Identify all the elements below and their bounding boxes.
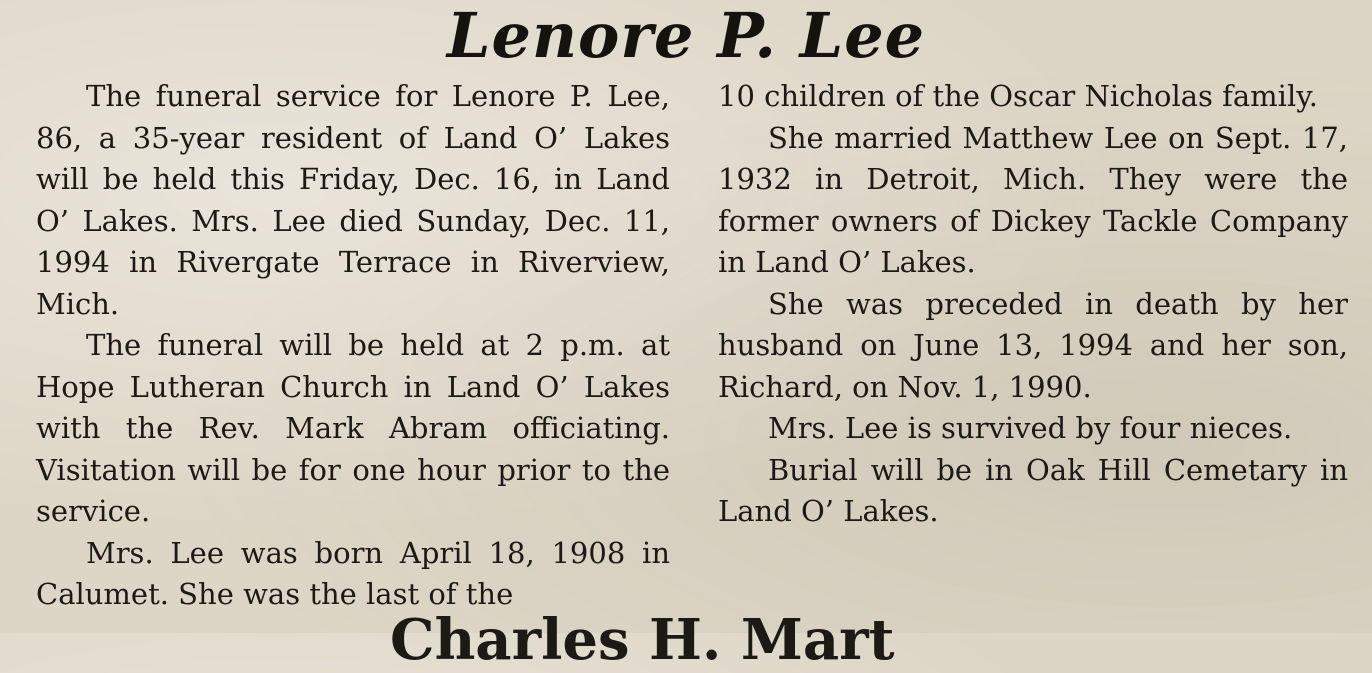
paragraph-funeral-details: The funeral will be held at 2 p.m. at Hope Lutheran Church in Land O’ Lakes with the Rev. Mark Abram officiating. Visitation will be for one hour prior to the service.: [36, 328, 670, 528]
paragraph-preceded-in-death: She was preceded in death by her husband on June 13, 1994 and her son, Richard, on Nov. 1, 1990.: [718, 286, 1348, 404]
obituary-headline: Lenore P. Lee: [446, 0, 926, 72]
paragraph-burial: Burial will be in Oak Hill Cemetary in Land O’ Lakes.: [718, 452, 1348, 528]
right-column: [718, 76, 1348, 533]
paragraph-birth: Mrs. Lee was born April 18, 1908 in Calumet. She was the last of the: [36, 535, 670, 611]
paragraph-birth-continued: 10 children of the Oscar Nicholas family.: [718, 79, 1318, 113]
paragraph-survived-by: Mrs. Lee is survived by four nieces.: [768, 411, 1293, 445]
next-obituary-headline-partial: Charles H. Mart: [390, 607, 895, 673]
paragraph-marriage: She married Matthew Lee on Sept. 17, 1932 in Detroit, Mich. They were the former owners of Dickey Tackle Company in Land O’ Lakes.: [718, 120, 1348, 279]
left-column: [36, 76, 670, 616]
paragraph-funeral-service: The funeral service for Lenore P. Lee, 86, a 35-year resident of Land O’ Lakes will be held this Friday, Dec. 16, in Land O’ Lakes. Mrs. Lee died Sunday, Dec. 11, 1994 in Rivergate Terrace in Riverview, Mich.: [36, 79, 670, 321]
